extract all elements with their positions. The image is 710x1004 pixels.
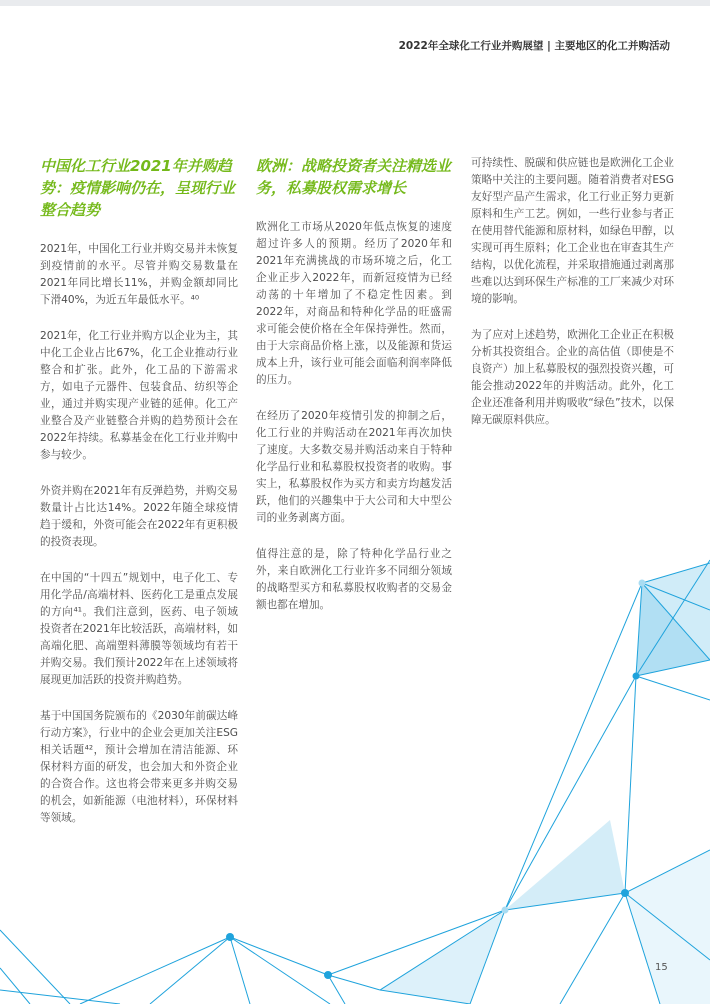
network-node (226, 933, 234, 941)
network-node (633, 673, 640, 680)
europe-heading: 欧洲：战略投资者关注精选业务，私募股权需求增长 (256, 157, 452, 197)
column-europe (256, 155, 452, 633)
network-node (639, 580, 646, 587)
network-facet (642, 563, 710, 660)
europe-cont-paragraph-1: 可持续性、脱碳和供应链也是欧洲化工企业策略中关注的主要问题。随着消费者对ESG友好型产品产生需求，化工行业正努力更新原料和生产工艺。例如，一些行业参与者正在使用替代能源和原材料，如绿色甲醇，以实现可再生原料；化工企业也在审查其生产结构，以优化流程，并采取措施通过剥离那些难以达到环保生产标准的工厂来减少对环境的影响。 (471, 157, 674, 305)
network-node (502, 907, 509, 914)
network-node (621, 889, 629, 897)
china-paragraph-5: 基于中国国务院颁布的《2030年前碳达峰行动方案》，行业中的企业会更加关注ESG相关话题⁴²，预计会增加在清洁能源、环保材料方面的研发，也会加大和外资企业的合资合作。这也将会带来更多并购交易的机会，如新能源（电池材料），环保材料等领域。 (40, 710, 238, 824)
network-facet (625, 850, 710, 1004)
network-facet (505, 820, 625, 910)
china-paragraph-2: 2021年，化工行业并购方以企业为主，其中化工企业占比67%，化工企业推动行业整合和扩张。此外，化工品的下游需求方，如电子元器件、包装食品、纺织等企业，通过并购实现产业链的延伸。化工产业整合及产业链整合并购的趋势预计会在2022年持续。私募基金在化工行业并购中参与较少。 (40, 330, 238, 461)
column-china (40, 155, 238, 846)
europe-paragraph-2: 在经历了2020年疫情引发的抑制之后，化工行业的并购活动在2021年再次加快了速度。大多数交易并购活动来自于特种化学品行业和私募股权投资者的收购。事实上，私募股权作为买方和卖方均越发活跃，他们的兴趣集中于大公司和大中型公司的业务剥离方面。 (256, 410, 452, 524)
europe-cont-paragraph-2: 为了应对上述趋势，欧洲化工企业正在积极分析其投资组合。企业的高估值（即使是不良资产）加上私募股权的强烈投资兴趣，可能会推动2022年的并购活动。此外，化工企业还准备利用并购吸收“绿色”技术，以保障无碳原料供应。 (471, 329, 674, 426)
network-node (324, 971, 332, 979)
network-nodes (226, 580, 646, 980)
page-number: 15 (655, 962, 668, 973)
network-facet (380, 910, 505, 1004)
china-paragraph-4: 在中国的“十四五”规划中，电子化工、专用化学品/高端材料、医药化工是重点发展的方向⁴¹。我们注意到，医药、电子领域投资者在2021年比较活跃，高端材料，如高端化肥、高端塑料薄膜等领域均有若干并购交易。我们预计2022年在上述领域将展现更加活跃的投资并购趋势。 (40, 572, 238, 686)
china-paragraph-3: 外资并购在2021年有反弹趋势，并购交易数量计占比达14%。2022年随全球疫情趋于缓和，外资可能会在2022年有更积极的投资表现。 (40, 485, 238, 548)
network-facet (636, 583, 710, 676)
china-paragraph-1: 2021年，中国化工行业并购交易并未恢复到疫情前的水平。尽管并购交易数量在2021年同比增长11%，并购金额却同比下滑40%，为近五年最低水平。⁴⁰ (40, 243, 238, 306)
header-rule (0, 0, 710, 6)
europe-paragraph-3: 值得注意的是，除了特种化学品行业之外，来自欧洲化工行业许多不同细分领域的战略型买方和私募股权收购者的交易金额也都在增加。 (256, 548, 452, 611)
column-europe-continued (471, 155, 674, 448)
china-heading: 中国化工行业2021年并购趋势：疫情影响仍在，呈现行业整合趋势 (40, 157, 236, 219)
europe-paragraph-1: 欧洲化工市场从2020年低点恢复的速度超过许多人的预期。经历了2020年和2021年充满挑战的市场环境之后，化工企业正步入2022年，而新冠疫情为已经动荡的十年增加了不稳定性因素。到2022年，对商品和特种化学品的旺盛需求可能会使价格在全年保持弹性。然而，由于大宗商品价格上涨，以及能源和货运成本上升，该行业可能会面临利润率降低的压力。 (256, 221, 452, 386)
running-header: 2022年全球化工行业并购展望 | 主要地区的化工并购活动 (398, 40, 670, 52)
